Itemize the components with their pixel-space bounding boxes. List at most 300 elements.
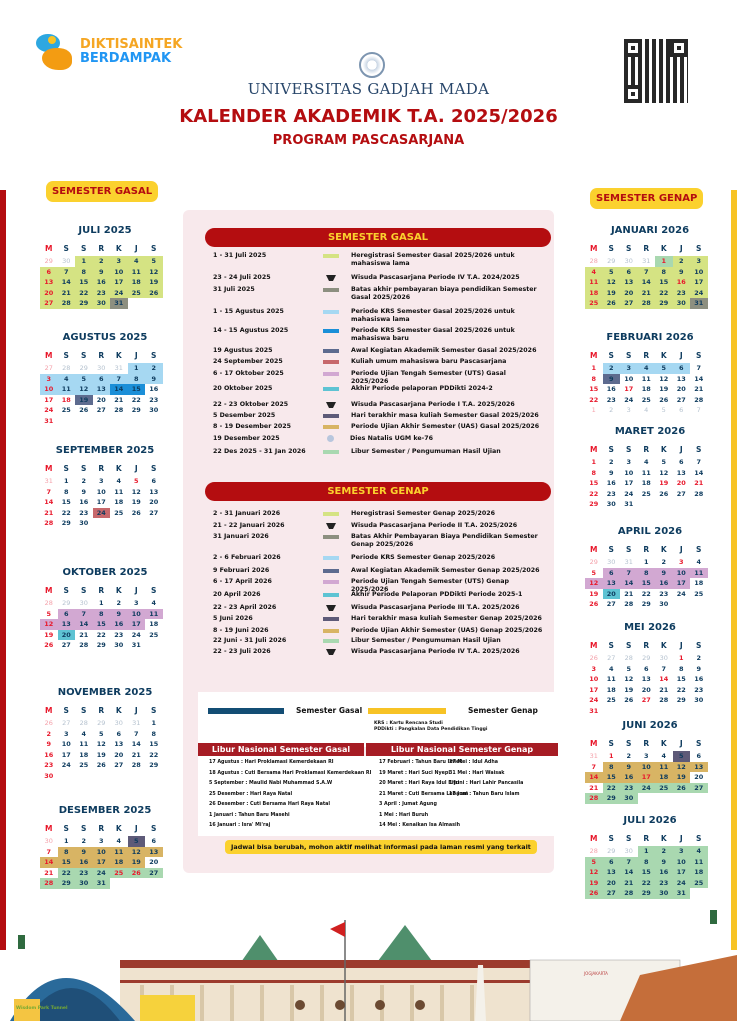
- calendar-day: 21: [638, 288, 656, 299]
- calendar-day: 30: [149, 406, 159, 414]
- calendar-day: 20: [40, 288, 58, 299]
- calendar-day: 25: [149, 630, 159, 639]
- calendar-day: 15: [75, 277, 93, 288]
- calendar-day: 30: [75, 878, 93, 889]
- calendar-day: 4: [696, 558, 702, 566]
- calendar-day: 31: [624, 558, 633, 566]
- calendar-day: 13: [676, 374, 686, 383]
- calendar-day: 30: [114, 719, 123, 727]
- calendar-day: 4: [638, 363, 656, 374]
- calendar-day: 2: [655, 846, 673, 857]
- event-date: 5 Desember 2025: [213, 412, 276, 419]
- weekday-header: J: [679, 739, 683, 748]
- calendar-day: 15: [589, 479, 599, 487]
- event-row: [213, 401, 543, 409]
- calendar-day: 6: [40, 267, 58, 278]
- weekday-header: J: [134, 351, 138, 360]
- calendar-day: 15: [149, 740, 159, 748]
- weekday-header: S: [608, 545, 614, 554]
- calendar-day: 7: [133, 729, 139, 738]
- event-description: Heregistrasi Semester Gasal 2025/2026 untuk mahasiswa lama: [351, 252, 515, 267]
- calendar-day: 27: [40, 298, 58, 309]
- calendar-day: 9: [655, 568, 673, 579]
- weekday-header: S: [63, 586, 69, 595]
- legend-gasal-swatch: [208, 708, 284, 714]
- weekday-header: J: [134, 706, 138, 715]
- calendar-day: 11: [58, 384, 76, 395]
- calendar-day: 10: [673, 568, 691, 579]
- calendar-day: 9: [145, 374, 163, 385]
- event-row: [213, 358, 543, 366]
- calendar-day: 11: [585, 277, 603, 288]
- weekday-header: M: [45, 586, 53, 595]
- event-date: 8 - 19 Juni 2026: [213, 627, 269, 634]
- calendar-day: 6: [93, 374, 111, 385]
- calendar-day: 14: [659, 675, 669, 683]
- calendar-day: 31: [114, 364, 123, 372]
- event-date: 1 - 15 Agustus 2025: [213, 308, 284, 315]
- calendar-day: 28: [589, 847, 598, 855]
- month-calendar: [40, 687, 170, 781]
- calendar-day: 1: [151, 719, 157, 727]
- month-title: AGUSTUS 2025: [62, 332, 148, 343]
- calendar-day: 24: [624, 395, 634, 404]
- calendar-day: 2: [603, 363, 621, 374]
- logo-line-1: DIKTISAINTEK: [80, 37, 183, 52]
- calendar-day: 16: [149, 385, 159, 393]
- event-date: 22 Juni - 31 Juli 2026: [213, 637, 287, 644]
- calendar-day: 23: [93, 288, 111, 299]
- calendar-day: 6: [58, 609, 76, 620]
- calendar-day: 2: [608, 458, 614, 466]
- calendar-day: 28: [44, 599, 53, 607]
- legend-genap-swatch: [368, 708, 446, 714]
- calendar-day: 30: [607, 558, 616, 566]
- month-title: JANUARI 2026: [610, 225, 690, 236]
- calendar-day: 8: [655, 267, 673, 278]
- calendar-day: 16: [606, 385, 616, 393]
- calendar-day: 16: [694, 675, 704, 683]
- holiday-item: 21 Maret : Cuti Bersama Lebaran: [379, 791, 469, 797]
- semester-gasal-tag: SEMESTER GASAL: [46, 181, 158, 202]
- calendar-day: 24: [690, 288, 708, 299]
- calendar-day: 28: [62, 364, 71, 372]
- month-title: JULI 2026: [623, 815, 677, 826]
- calendar-day: 29: [638, 888, 656, 899]
- calendar-day: 15: [655, 277, 673, 288]
- calendar-day: 21: [694, 385, 704, 393]
- calendar-day: 13: [641, 675, 651, 683]
- event-description: Kuliah umum mahasiswa baru Pascasarjana: [351, 358, 507, 365]
- month-title: JULI 2025: [78, 225, 132, 236]
- weekday-header: J: [679, 545, 683, 554]
- calendar-day: 8: [128, 374, 146, 385]
- calendar-day: 15: [603, 772, 621, 783]
- calendar-day: 5: [585, 857, 603, 868]
- calendar-day: 18: [149, 620, 159, 628]
- calendar-day: 21: [620, 878, 638, 889]
- calendar-day: 26: [673, 783, 691, 794]
- calendar-day: 24: [676, 589, 686, 598]
- calendar-day: 8: [638, 857, 656, 868]
- calendar-day: 23: [606, 489, 616, 498]
- event-date: 23 - 24 Juli 2025: [213, 274, 271, 281]
- legend-swatch: [323, 580, 339, 584]
- weekday-header: K: [660, 641, 667, 650]
- calendar-day: 16: [655, 578, 673, 589]
- weekday-header: K: [115, 706, 122, 715]
- calendar-day: 11: [606, 675, 616, 683]
- month-calendar: [40, 805, 170, 889]
- calendar-day: 1: [678, 654, 684, 662]
- weekday-header: K: [660, 834, 667, 843]
- calendar-day: 17: [638, 772, 656, 783]
- calendar-day: 4: [690, 846, 708, 857]
- calendar-day: 1: [63, 837, 69, 845]
- month-title: FEBRUARI 2026: [606, 332, 694, 343]
- calendar-day: 31: [673, 888, 691, 899]
- holiday-item: 25 Desember : Hari Raya Natal: [209, 791, 293, 797]
- calendar-day: 14: [620, 867, 638, 878]
- month-calendar: [585, 426, 715, 510]
- holiday-item: 31 Mei : Hari Waisak: [449, 770, 505, 776]
- weekday-header: R: [643, 351, 650, 360]
- calendar-day: 30: [659, 600, 669, 608]
- calendar-day: 29: [589, 500, 599, 508]
- month-calendar: [585, 622, 715, 716]
- event-date: 22 Des 2025 - 31 Jan 2026: [213, 448, 306, 455]
- calendar-day: 18: [585, 288, 603, 299]
- calendar-day: 4: [116, 837, 122, 845]
- calendar-day: 19: [128, 857, 146, 868]
- legend: [198, 692, 558, 747]
- calendar-day: 22: [603, 783, 621, 794]
- calendar-day: 29: [62, 599, 71, 607]
- calendar-day: 13: [114, 740, 124, 748]
- yogyakarta-scene-illustration: [0, 905, 737, 1021]
- calendar-day: 5: [98, 729, 104, 738]
- month-calendar: [585, 332, 715, 416]
- calendar-day: 15: [638, 578, 656, 589]
- calendar-day: 28: [131, 761, 141, 769]
- event-row: [213, 554, 543, 562]
- calendar-day: 30: [624, 257, 633, 265]
- calendar-day: 30: [694, 696, 704, 704]
- calendar-day: 29: [61, 519, 71, 527]
- calendar-day: 12: [96, 740, 106, 748]
- event-row: [213, 615, 543, 623]
- weekday-header: K: [660, 445, 667, 454]
- month-calendar: [585, 526, 715, 610]
- calendar-day: 4: [661, 752, 667, 760]
- weekday-header: S: [696, 445, 702, 454]
- weekday-header: S: [63, 824, 69, 833]
- calendar-day: 4: [585, 267, 603, 278]
- calendar-day: 18: [114, 498, 124, 506]
- calendar-day: 27: [114, 761, 124, 769]
- calendar-day: 16: [606, 479, 616, 487]
- calendar-day: 13: [603, 867, 621, 878]
- calendar-day: 7: [46, 847, 52, 856]
- weekday-header: M: [45, 464, 53, 473]
- event-description: Dies Natalis UGM ke-76: [350, 435, 434, 442]
- calendar-day: 7: [58, 267, 76, 278]
- calendar-day: 28: [620, 888, 638, 899]
- graduation-cap-icon: [326, 605, 336, 611]
- abbr-pddikti: PDDikti : Pangkalan Data Pendidikan Tinggi: [374, 727, 488, 732]
- calendar-day: 21: [44, 868, 54, 877]
- event-description: Akhir Periode pelaporan PDDikti 2024-2: [351, 385, 493, 392]
- legend-swatch: [323, 512, 339, 516]
- calendar-day: 13: [93, 384, 111, 395]
- event-description: Awal Kegiatan Akademik Semester Genap 2025/2026: [351, 567, 540, 574]
- calendar-day: 10: [638, 762, 656, 773]
- calendar-day: 24: [61, 761, 71, 769]
- event-row: [213, 347, 543, 355]
- calendar-day: 23: [694, 685, 704, 694]
- calendar-day: 23: [620, 783, 638, 794]
- calendar-day: 9: [46, 740, 52, 748]
- calendar-day: 14: [131, 740, 141, 748]
- calendar-day: 30: [93, 298, 111, 309]
- calendar-day: 9: [620, 762, 638, 773]
- holiday-item: 17 Agustus : Hari Proklamasi Kemerdekaan RI: [209, 760, 334, 765]
- calendar-day: 9: [110, 609, 128, 620]
- event-date: 22 - 23 April 2026: [213, 604, 277, 611]
- calendar-day: 29: [44, 257, 53, 265]
- calendar-day: 18: [128, 277, 146, 288]
- calendar-day: 3: [591, 664, 597, 673]
- weekday-header: R: [98, 464, 105, 473]
- calendar-day: 20: [114, 750, 124, 759]
- weekday-header: S: [81, 706, 87, 715]
- calendar-day: 28: [79, 719, 88, 727]
- calendar-day: 6: [620, 267, 638, 278]
- legend-swatch: [323, 288, 339, 292]
- calendar-day: 31: [110, 298, 128, 309]
- weekday-header: S: [626, 445, 632, 454]
- calendar-day: 29: [589, 558, 598, 566]
- calendar-day: 17: [128, 619, 146, 630]
- legend-swatch: [323, 349, 339, 353]
- calendar-day: 3: [133, 599, 139, 607]
- event-date: 9 Februari 2026: [213, 567, 270, 574]
- event-description: Periode KRS Semester Genap 2025/2026: [351, 554, 496, 561]
- calendar-day: 5: [603, 267, 621, 278]
- calendar-day: 30: [79, 599, 88, 607]
- legend-swatch: [323, 329, 339, 333]
- month-title: MARET 2026: [614, 426, 686, 437]
- calendar-day: 7: [696, 406, 701, 414]
- weekday-header: S: [151, 351, 157, 360]
- holiday-item: 18 Agustus : Cuti Bersama Hari Proklamasi Kemerdekaan RI: [209, 770, 372, 776]
- calendar-day: 15: [676, 675, 686, 683]
- calendar-day: 26: [44, 641, 54, 649]
- calendar-day: 30: [624, 847, 633, 855]
- calendar-day: 7: [110, 374, 128, 385]
- calendar-day: 4: [644, 406, 649, 414]
- page-subtitle: PROGRAM PASCASARJANA: [272, 133, 465, 148]
- event-row: [213, 435, 543, 443]
- calendar-day: 16: [620, 772, 638, 783]
- calendar-day: 30: [606, 500, 616, 508]
- calendar-day: 14: [694, 468, 704, 477]
- calendar-day: 31: [44, 416, 54, 425]
- weekday-header: R: [98, 706, 105, 715]
- calendar-day: 28: [589, 257, 598, 265]
- legend-swatch: [323, 425, 339, 429]
- calendar-day: 13: [676, 468, 686, 477]
- calendar-day: 27: [676, 395, 686, 404]
- calendar-day: 25: [641, 395, 651, 404]
- weekday-header: S: [81, 586, 87, 595]
- calendar-day: 15: [638, 867, 656, 878]
- calendar-day: 24: [673, 878, 691, 889]
- calendar-day: 5: [75, 374, 93, 385]
- event-date: 22 - 23 Oktober 2025: [213, 401, 289, 408]
- calendar-day: 26: [589, 654, 598, 662]
- svg-text:Wisdom Park Tunnel: Wisdom Park Tunnel: [16, 1006, 68, 1011]
- calendar-day: 18: [110, 857, 128, 868]
- weekday-header: J: [679, 641, 683, 650]
- calendar-day: 31: [690, 298, 708, 309]
- calendar-day: 16: [93, 277, 111, 288]
- calendar-day: 22: [655, 288, 673, 299]
- event-row: [213, 308, 543, 324]
- calendar-day: 5: [46, 609, 52, 618]
- calendar-day: 11: [79, 740, 89, 748]
- calendar-day: 25: [606, 696, 616, 704]
- calendar-day: 14: [44, 498, 54, 506]
- weekday-header: K: [115, 586, 122, 595]
- event-description: Wisuda Pascasarjana Periode III T.A. 2025/2026: [351, 604, 520, 611]
- calendar-day: 12: [659, 374, 669, 383]
- calendar-day: 10: [61, 740, 71, 748]
- month-calendar: [585, 720, 715, 804]
- calendar-day: 17: [690, 277, 708, 288]
- weekday-header: S: [626, 641, 632, 650]
- weekday-header: M: [590, 351, 598, 360]
- calendar-day: 4: [128, 256, 146, 267]
- calendar-day: 11: [110, 847, 128, 858]
- month-calendar: [585, 225, 715, 309]
- weekday-header: J: [134, 586, 138, 595]
- event-description: Periode KRS Semester Gasal 2025/2026 untuk mahasiswa baru: [351, 327, 515, 342]
- weekday-header: J: [679, 244, 683, 253]
- event-date: 31 Juli 2025: [213, 286, 255, 293]
- calendar-day: 20: [58, 630, 76, 641]
- calendar-day: 3: [673, 846, 691, 857]
- calendar-day: 15: [58, 857, 76, 868]
- calendar-day: 22: [638, 878, 656, 889]
- weekday-header: S: [696, 545, 702, 554]
- calendar-day: 8: [151, 729, 157, 738]
- calendar-day: 26: [145, 288, 163, 299]
- holiday-item: 20 Maret : Hari Raya Idul Fitri: [379, 781, 460, 786]
- calendar-day: 11: [655, 762, 673, 773]
- weekday-header: J: [679, 445, 683, 454]
- calendar-day: 7: [661, 664, 667, 673]
- calendar-day: 20: [149, 858, 159, 866]
- calendar-day: 3: [626, 458, 632, 466]
- calendar-day: 3: [63, 729, 69, 738]
- month-calendar: [40, 567, 170, 651]
- weekday-header: S: [151, 824, 157, 833]
- holiday-item: 3 April : Jumat Agung: [379, 802, 437, 807]
- calendar-day: 11: [128, 267, 146, 278]
- calendar-day: 12: [659, 468, 669, 477]
- graduation-cap-icon: [326, 402, 336, 408]
- calendar-day: 8: [603, 762, 621, 773]
- calendar-day: 12: [75, 384, 93, 395]
- calendar-day: 28: [114, 406, 124, 414]
- weekday-header: K: [115, 824, 122, 833]
- calendar-day: 2: [116, 599, 122, 607]
- calendar-day: 9: [608, 468, 614, 477]
- event-date: 14 - 15 Agustus 2025: [213, 327, 289, 334]
- weekday-header: S: [608, 351, 614, 360]
- calendar-day: 3: [626, 406, 631, 414]
- calendar-day: 12: [40, 619, 58, 630]
- event-row: [213, 522, 543, 530]
- calendar-day: 13: [145, 847, 163, 858]
- calendar-day: 15: [61, 498, 71, 506]
- calendar-day: 6: [151, 837, 157, 845]
- calendar-day: 26: [96, 761, 106, 769]
- calendar-day: 31: [44, 477, 53, 485]
- calendar-day: 30: [44, 771, 54, 780]
- event-date: 8 - 19 Desember 2025: [213, 423, 292, 430]
- calendar-day: 29: [655, 298, 673, 309]
- calendar-day: 26: [79, 406, 89, 414]
- calendar-day: 19: [603, 288, 621, 299]
- calendar-day: 31: [132, 719, 141, 727]
- left-accent-bar: [0, 190, 6, 950]
- calendar-day: 11: [690, 857, 708, 868]
- calendar-day: 20: [676, 479, 686, 487]
- calendar-day: 8: [93, 609, 111, 620]
- calendar-day: 8: [63, 487, 69, 496]
- calendar-day: 21: [659, 685, 669, 694]
- calendar-day: 1: [591, 458, 597, 466]
- calendar-day: 9: [696, 664, 702, 673]
- holiday-genap-list-2: [449, 758, 523, 800]
- calendar-day: 5: [626, 664, 632, 673]
- weekday-header: K: [660, 545, 667, 554]
- weekday-header: S: [151, 586, 157, 595]
- calendar-day: 21: [44, 508, 54, 517]
- calendar-day: 17: [93, 857, 111, 868]
- calendar-day: 10: [96, 487, 106, 496]
- calendar-day: 16: [79, 498, 89, 506]
- event-description: Libur Semester / Pengumuman Hasil Ujian: [351, 637, 501, 644]
- right-accent-bar: [731, 190, 737, 950]
- calendar-day: 28: [585, 793, 603, 804]
- calendar-day: 15: [589, 385, 599, 393]
- event-row: [213, 286, 543, 302]
- holiday-item: 1 Januari : Tahun Baru Masehi: [209, 812, 290, 818]
- weekday-header: S: [626, 545, 632, 554]
- calendar-day: 29: [131, 406, 141, 414]
- event-row: [213, 385, 543, 393]
- holiday-item: 5 September : Maulid Nabi Muhammad S.A.W: [209, 781, 333, 786]
- calendar-day: 17: [110, 277, 128, 288]
- weekday-header: M: [590, 545, 598, 554]
- calendar-day: 5: [145, 256, 163, 267]
- weekday-header: R: [98, 824, 105, 833]
- calendar-day: 26: [128, 868, 146, 879]
- calendar-day: 29: [676, 696, 686, 704]
